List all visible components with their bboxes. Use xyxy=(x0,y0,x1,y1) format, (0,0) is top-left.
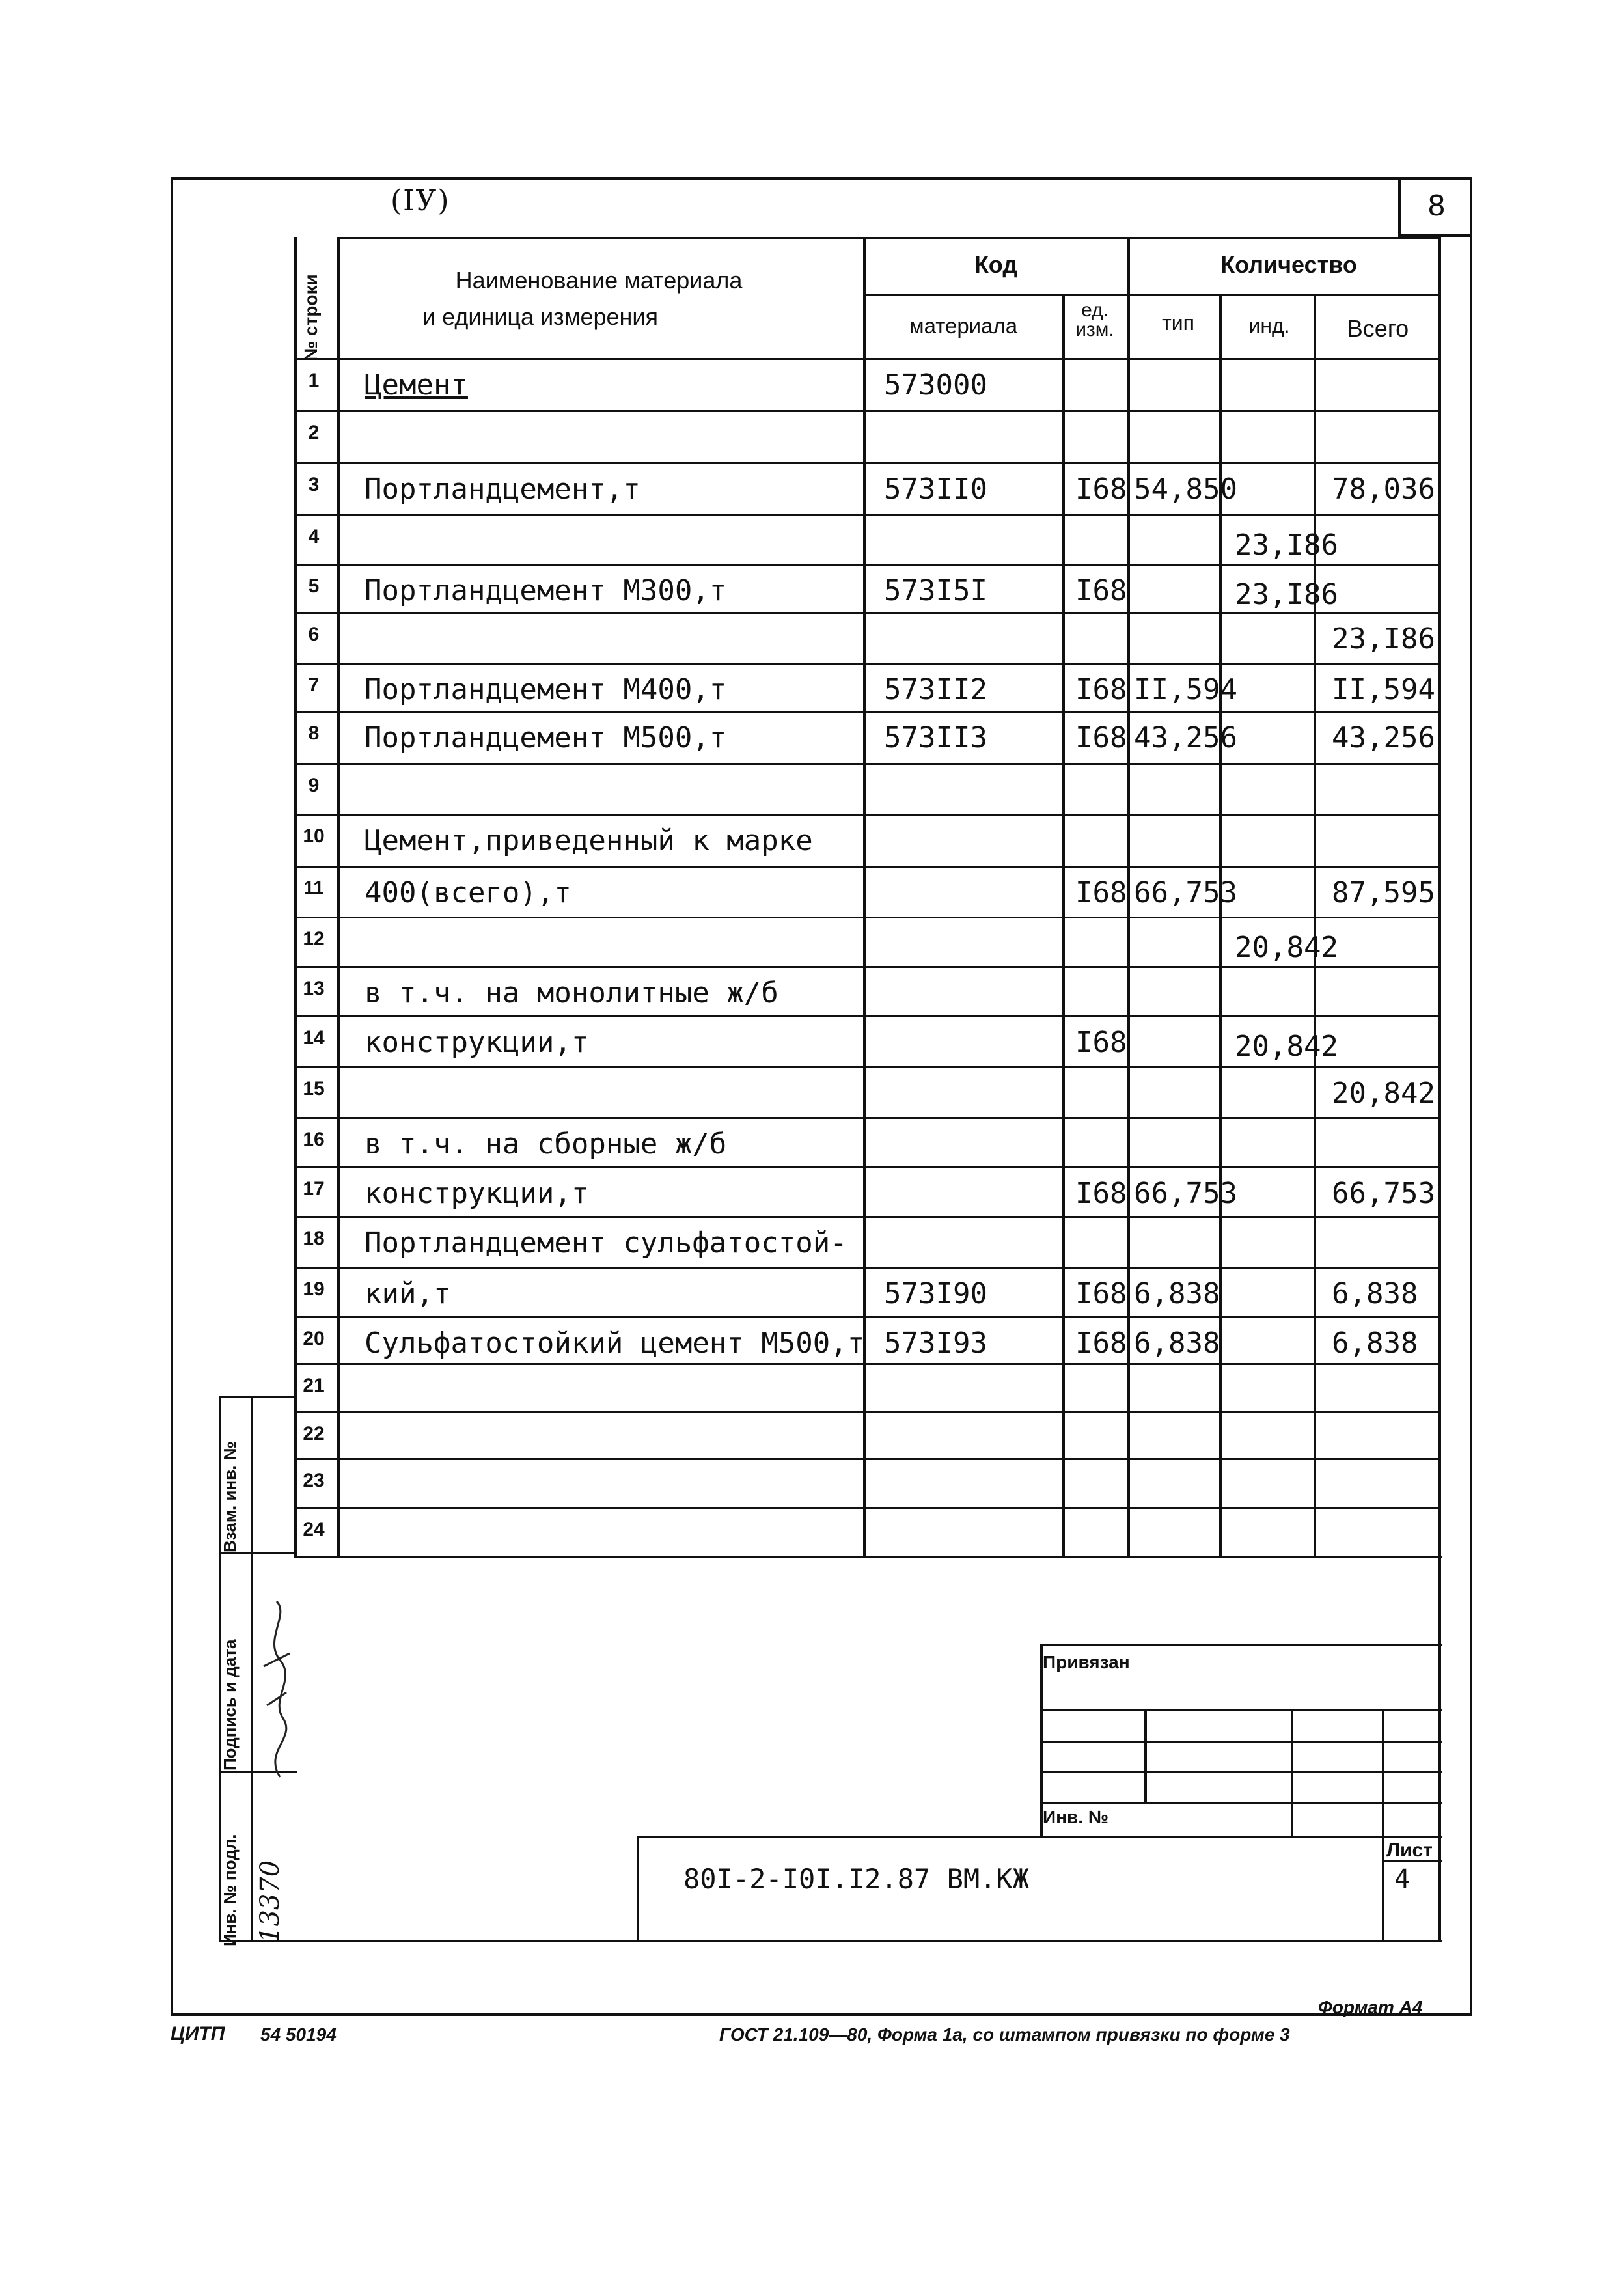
qty-total: 20,842 xyxy=(1332,1077,1435,1110)
stamp-privyazan-top xyxy=(1040,1644,1442,1646)
qty-type: 66,753 xyxy=(1134,1177,1237,1210)
stamp-main-top xyxy=(637,1836,1442,1838)
material-code: 573I93 xyxy=(884,1327,987,1360)
qty-type: 54,850 xyxy=(1134,473,1237,506)
unit-code: I68 xyxy=(1075,673,1127,706)
unit-code: I68 xyxy=(1075,1327,1127,1360)
qty-ind: 20,842 xyxy=(1235,1030,1338,1063)
section-number: (IУ) xyxy=(391,184,450,217)
row-number: 19 xyxy=(303,1278,325,1300)
row-divider xyxy=(294,866,1438,868)
material-name: Портландцемент,т xyxy=(365,473,640,506)
material-code: 573000 xyxy=(884,368,987,402)
row-divider xyxy=(294,814,1438,816)
header-qty-type: тип xyxy=(1162,311,1194,335)
material-name: в т.ч. на монолитные ж/б xyxy=(365,976,778,1010)
unit-code: I68 xyxy=(1075,721,1127,754)
vzam-inv-label: Взам. инв. № xyxy=(220,1441,240,1552)
unit-code: I68 xyxy=(1075,574,1127,607)
row-number: 9 xyxy=(308,775,320,796)
col-border-num xyxy=(337,237,340,1556)
material-code: 573I5I xyxy=(884,574,987,607)
row-divider xyxy=(294,410,1438,412)
material-name: Портландцемент М400,т xyxy=(365,673,727,706)
row-divider xyxy=(294,711,1438,713)
qty-type: 66,753 xyxy=(1134,876,1237,909)
row-number: 20 xyxy=(303,1328,325,1349)
row-number: 22 xyxy=(303,1423,325,1444)
row-divider xyxy=(294,1316,1438,1318)
material-name: конструкции,т xyxy=(365,1026,589,1059)
row-number: 21 xyxy=(303,1375,325,1396)
row-number: 13 xyxy=(303,978,325,999)
material-code: 573II2 xyxy=(884,673,987,706)
qty-total: 78,036 xyxy=(1332,473,1435,506)
material-name: кий,т xyxy=(365,1277,451,1310)
stamp-col2 xyxy=(1291,1709,1293,1836)
material-name: в т.ч. на сборные ж/б xyxy=(365,1127,727,1161)
footer-org: ЦИТП xyxy=(171,2023,225,2045)
qty-ind: 20,842 xyxy=(1235,931,1338,964)
stamp-bottom-border xyxy=(219,1940,1442,1942)
unit-code: I68 xyxy=(1075,473,1127,506)
row-divider xyxy=(294,1066,1438,1068)
row-number: 8 xyxy=(308,723,320,744)
row-divider xyxy=(294,1458,1438,1460)
inv-no-label: Инв. № xyxy=(1043,1807,1109,1827)
row-number: 16 xyxy=(303,1129,325,1150)
qty-type: 6,838 xyxy=(1134,1327,1220,1360)
material-code: 573I90 xyxy=(884,1277,987,1310)
col-border-unit xyxy=(1127,237,1130,1556)
row-number: 7 xyxy=(308,674,320,696)
document-designation: 80I-2-I0I.I2.87 ВМ.КЖ xyxy=(683,1863,1030,1895)
qty-type: 43,256 xyxy=(1134,721,1237,754)
unit-code: I68 xyxy=(1075,1177,1127,1210)
stamp-col1 xyxy=(1144,1709,1147,1802)
header-bottom-border xyxy=(294,358,1438,360)
sheet-number-box xyxy=(1398,177,1472,237)
row-number: 17 xyxy=(303,1178,325,1200)
row-number: 3 xyxy=(308,474,320,495)
material-code: 573II3 xyxy=(884,721,987,754)
row-divider xyxy=(294,763,1438,765)
qty-total: 87,595 xyxy=(1332,876,1435,909)
row-divider xyxy=(294,1015,1438,1017)
col-border-ind xyxy=(1314,294,1316,1556)
header-qty-total: Всего xyxy=(1347,315,1409,342)
material-name: 400(всего),т xyxy=(365,876,571,909)
header-sub-divider xyxy=(863,294,1438,296)
qty-type: II,594 xyxy=(1134,673,1237,706)
row-divider xyxy=(294,1267,1438,1269)
qty-total: 6,838 xyxy=(1332,1277,1418,1310)
row-divider xyxy=(294,1117,1438,1119)
row-divider xyxy=(294,612,1438,614)
table-bottom-border xyxy=(294,1556,1442,1558)
row-number: 5 xyxy=(308,575,320,597)
format-label: Формат А4 xyxy=(1318,1997,1423,2017)
inv-podl-label: Инв. № подл. xyxy=(220,1834,240,1946)
material-name: Портландцемент М500,т xyxy=(365,721,727,754)
sheet-value: 4 xyxy=(1394,1864,1411,1894)
qty-ind: 23,I86 xyxy=(1235,578,1338,611)
col-border-code xyxy=(1062,294,1065,1556)
header-code-material: материала xyxy=(909,314,1018,338)
row-divider xyxy=(294,1363,1438,1365)
qty-type: 6,838 xyxy=(1134,1277,1220,1310)
footer-code: 54 50194 xyxy=(260,2024,337,2045)
row-number: 15 xyxy=(303,1078,325,1099)
table-top-border xyxy=(337,237,1438,239)
qty-ind: 23,I86 xyxy=(1235,529,1338,562)
side-stamp-top xyxy=(219,1396,297,1398)
col-border-right xyxy=(1438,237,1441,1940)
qty-total: 43,256 xyxy=(1332,721,1435,754)
row-number: 12 xyxy=(303,928,325,950)
material-name: Цемент xyxy=(365,368,468,402)
qty-total: 23,I86 xyxy=(1332,622,1435,655)
header-code-group: Код xyxy=(974,251,1018,278)
row-number: 18 xyxy=(303,1228,325,1249)
row-number: 23 xyxy=(303,1470,325,1491)
sign-date-label: Подпись и дата xyxy=(220,1639,240,1771)
side-stamp-div1 xyxy=(219,1552,297,1554)
unit-code: I68 xyxy=(1075,1277,1127,1310)
row-divider xyxy=(294,917,1438,918)
material-name: Портландцемент сульфатостой- xyxy=(365,1226,847,1260)
row-number: 1 xyxy=(308,370,320,391)
qty-total: II,594 xyxy=(1332,673,1435,706)
footer-gost: ГОСТ 21.109—80, Форма 1а, со штампом привязки по форме 3 xyxy=(719,2024,1290,2045)
row-divider xyxy=(294,966,1438,968)
material-code: 573II0 xyxy=(884,473,987,506)
row-number: 2 xyxy=(308,422,320,443)
row-number: 10 xyxy=(303,825,325,847)
header-qty-ind: инд. xyxy=(1248,314,1290,337)
row-number: 14 xyxy=(303,1027,325,1049)
header-row-number: № строки xyxy=(301,274,321,361)
row-number: 4 xyxy=(308,526,320,547)
row-divider xyxy=(294,1166,1438,1168)
header-name-line1: Наименование материала xyxy=(455,267,743,294)
qty-total: 66,753 xyxy=(1332,1177,1435,1210)
row-number: 24 xyxy=(303,1519,325,1540)
material-name: Сульфатостойкий цемент М500,т xyxy=(365,1327,865,1360)
row-divider xyxy=(294,564,1438,566)
unit-code: I68 xyxy=(1075,876,1127,909)
sheet-number: 8 xyxy=(1427,189,1446,223)
stamp-main-left xyxy=(637,1836,639,1940)
page-frame xyxy=(171,177,1472,2016)
privyazan-label: Привязан xyxy=(1043,1652,1130,1672)
row-number: 6 xyxy=(308,624,320,645)
signature xyxy=(251,1588,303,1784)
sheet-label: Лист xyxy=(1386,1840,1433,1861)
inv-podl-value: 13370 xyxy=(255,1860,285,1943)
row-divider xyxy=(294,514,1438,516)
qty-total: 6,838 xyxy=(1332,1327,1418,1360)
row-divider xyxy=(294,1216,1438,1218)
unit-code: I68 xyxy=(1075,1026,1127,1059)
row-divider xyxy=(294,663,1438,665)
stamp-col3 xyxy=(1382,1709,1384,1940)
material-name: конструкции,т xyxy=(365,1177,589,1210)
row-divider xyxy=(294,1507,1438,1509)
row-number: 11 xyxy=(303,877,324,899)
row-divider xyxy=(294,1411,1438,1413)
material-name: Портландцемент М300,т xyxy=(365,574,727,607)
header-code-unit: ед. изм. xyxy=(1075,299,1114,340)
header-name-line2: и единица измерения xyxy=(422,303,658,330)
header-qty-group: Количество xyxy=(1220,251,1357,278)
row-divider xyxy=(294,462,1438,464)
material-name: Цемент,приведенный к марке xyxy=(365,824,813,857)
